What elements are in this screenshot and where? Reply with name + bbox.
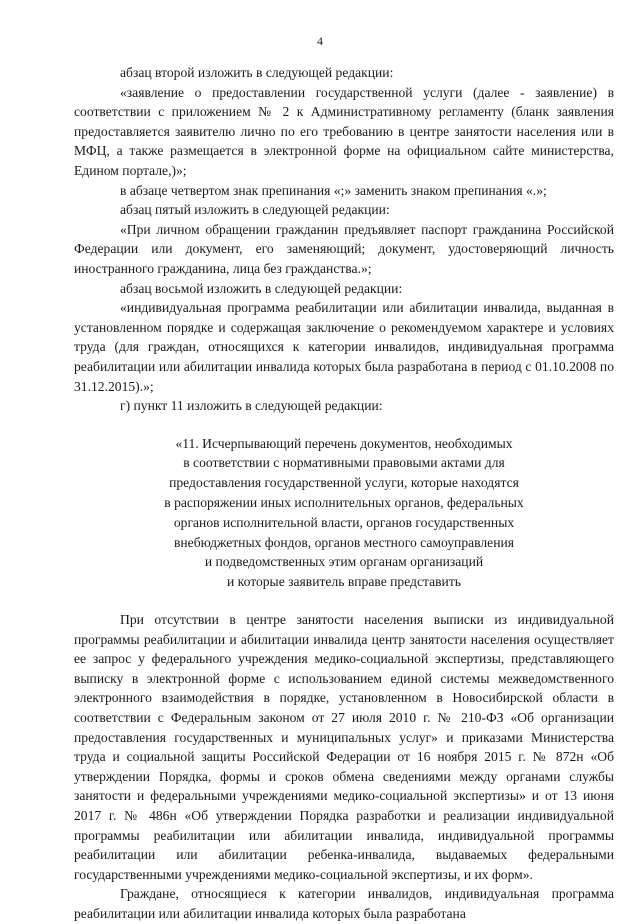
heading-line: предоставления государственной услуги, которые находятся [169, 475, 519, 491]
spacer [74, 416, 614, 434]
page-number: 4 [317, 34, 323, 48]
heading-line: в соответствии с нормативными правовыми актами для [183, 455, 505, 471]
section-heading [74, 434, 614, 592]
heading-line: в распоряжении иных исполнительных органов, федеральных [164, 495, 524, 511]
paragraph: «При личном обращении гражданин предъявляет паспорт гражданина Российской Федерации или документ, его заменяющий; документ, удостоверяющий личность иностранного гражданина, лица без гражданства.»; [74, 221, 614, 276]
heading-line: внебюджетных фондов, органов местного самоуправления [173, 534, 515, 550]
heading-line: и подведомственных этим органам организаций [204, 554, 484, 570]
paragraph: в абзаце четвертом знак препинания «;» заменить знаком препинания «.»; [120, 182, 547, 198]
heading-line: и которые заявитель вправе представить [227, 574, 461, 590]
paragraph: «индивидуальная программа реабилитации или абилитации инвалида, выданная в установленном порядке и содержащая заключение о рекомендуемом характере и условиях труда (для граждан, относящихся к категории инвалидов, индивидуальная программа реабилитации или абилитации инвалида которых была разработана в период с 01.10.2008 по 31.12.2015).»; [74, 300, 614, 394]
paragraph: г) пункт 11 изложить в следующей редакции: [120, 398, 383, 414]
paragraph: При отсутствии в центре занятости населения выписки из индивидуальной программы реабилитации и абилитации инвалида центр занятости населения осуществляет ее запрос у федерального учреждения медико-социальной экспертизы, представляющего выписку в электронной форме с использованием единой системы межведомственного электронного взаимодействия в порядке, установленном в Новосибирской области в соответствии с Федеральным законом от 27 июля 2010 г. № 210-ФЗ «Об организации предоставления государственных и муниципальных услуг» и приказами Министерства труда и социальной защиты Российской Федерации от 16 ноября 2015 г. № 872н «Об утверждении Порядка, формы и сроков обмена сведениями между органами службы занятости и федеральными учреждениями медико-социальной экспертизы» и от 13 июня 2017 г. № 486н «Об утверждении Порядка разработки и реализации индивидуальной программы реабилитации или абилитации инвалида, индивидуальной программы реабилитации или абилитации ребенка-инвалида, выдаваемых федеральными государственными учреждениями медико-социальной экспертизы, и их форм». [74, 612, 614, 882]
paragraph: абзац второй изложить в следующей редакции: [120, 65, 394, 80]
spacer [74, 592, 614, 610]
paragraph: «заявление о предоставлении государственной услуги (далее - заявление) в соответствии с приложением № 2 к Административному регламенту (бланк заявления предоставляется заявителю лично по его требованию в центре занятости населения или в МФЦ, а также размещается в электронной форме на официальном сайте министерства, Едином портале,)»; [74, 84, 614, 178]
paragraph: абзац восьмой изложить в следующей редакции: [120, 280, 403, 296]
document-body [74, 63, 614, 924]
heading-line: «11. Исчерпывающий перечень документов, необходимых [175, 435, 513, 451]
paragraph: Граждане, относящиеся к категории инвалидов, индивидуальная программа реабилитации или абилитации инвалида которых была разработана [74, 886, 614, 921]
heading-line: органов исполнительной власти, органов государственных [173, 514, 515, 530]
paragraph: абзац пятый изложить в следующей редакции: [120, 202, 390, 218]
